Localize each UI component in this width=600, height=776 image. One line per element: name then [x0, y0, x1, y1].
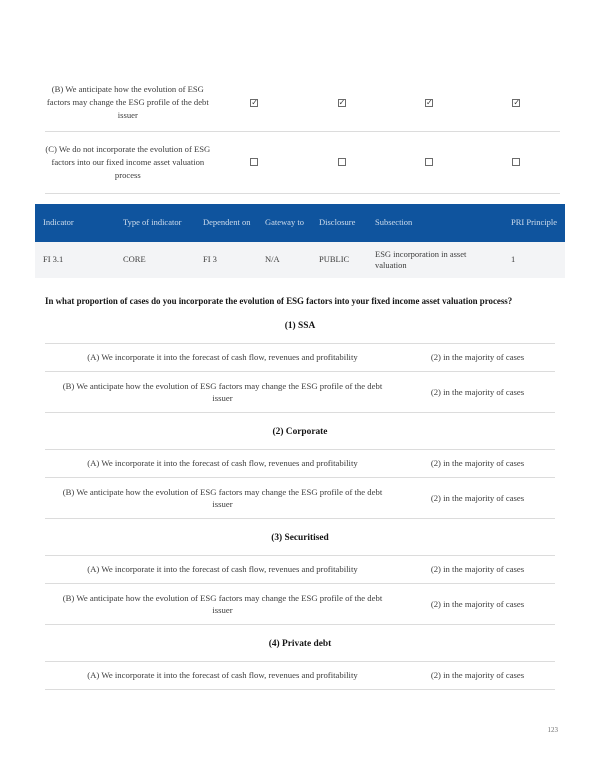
answer-row [45, 343, 555, 371]
answer-row [45, 449, 555, 477]
checkbox[interactable] [338, 99, 346, 107]
indicator-metadata-table [35, 204, 565, 278]
indicator-cell: FI 3.1 [43, 254, 64, 264]
indicator-table-header-row [35, 204, 565, 242]
answer-label: (B) We anticipate how the evolution of ESG factors may change the ESG profile of the debt issuer [62, 592, 383, 615]
header-disclosure: Disclosure [319, 217, 356, 227]
checkbox[interactable] [425, 99, 433, 107]
checkbox[interactable] [512, 99, 520, 107]
answer-value: (2) in the majority of cases [430, 598, 525, 609]
answer-label: (B) We anticipate how the evolution of ESG factors may change the ESG profile of the debt issuer [62, 486, 383, 509]
header-subsection: Subsection [375, 217, 413, 227]
checkbox[interactable] [512, 158, 520, 166]
header-type-of-indicator: Type of indicator [123, 217, 182, 227]
answers-table-ssa [45, 343, 555, 413]
answers-table-corporate [45, 449, 555, 519]
subsection-cell: ESG incorporation in asset valuation [375, 248, 467, 270]
answer-row [45, 477, 555, 518]
disclosure-cell: PUBLIC [319, 254, 350, 264]
answer-label: (A) We incorporate it into the forecast of cash flow, revenues and profitability [87, 352, 358, 362]
answer-value: (2) in the majority of cases [430, 492, 525, 503]
answer-value: (2) in the majority of cases [430, 564, 525, 574]
section-heading-corporate: (2) Corporate [272, 426, 328, 437]
answer-row [45, 555, 555, 583]
answer-row [45, 371, 555, 412]
answer-label: (A) We incorporate it into the forecast of cash flow, revenues and profitability [87, 564, 358, 574]
answer-value: (2) in the majority of cases [430, 458, 525, 468]
section-heading-private-debt: (4) Private debt [268, 638, 332, 649]
question-text: In what proportion of cases do you incorporate the evolution of ESG factors into your fixed income asset valuation process? [45, 295, 513, 306]
answer-value: (2) in the majority of cases [430, 352, 525, 362]
header-dependent-on: Dependent on [203, 217, 251, 227]
pri-principle-cell: 1 [511, 254, 516, 264]
response-options-table [45, 75, 560, 194]
checkbox[interactable] [250, 158, 258, 166]
answer-row [45, 661, 555, 689]
section-heading-securitised: (3) Securitised [271, 532, 329, 543]
header-gateway-to: Gateway to [265, 217, 304, 227]
gateway-to-cell: N/A [265, 254, 280, 264]
header-pri-principle: PRI Principle [511, 217, 558, 227]
answer-label: (B) We anticipate how the evolution of ESG factors may change the ESG profile of the debt issuer [62, 380, 383, 403]
indicator-table-row [35, 242, 565, 278]
answers-table-private-debt [45, 661, 555, 690]
answer-row [45, 583, 555, 624]
response-option-label: (C) We do not incorporate the evolution of ESG factors into our fixed income asset valuation process [45, 143, 211, 180]
response-option-row [45, 131, 560, 193]
answer-value: (2) in the majority of cases [430, 670, 525, 680]
type-cell: CORE [123, 254, 146, 264]
section-heading-ssa: (1) SSA [284, 320, 316, 331]
answer-value: (2) in the majority of cases [430, 386, 525, 397]
answers-table-securitised [45, 555, 555, 625]
checkbox[interactable] [338, 158, 346, 166]
checkbox[interactable] [250, 99, 258, 107]
checkbox[interactable] [425, 158, 433, 166]
answer-label: (A) We incorporate it into the forecast of cash flow, revenues and profitability [87, 458, 358, 468]
header-indicator: Indicator [43, 217, 74, 227]
response-option-label: (B) We anticipate how the evolution of ESG factors may change the ESG profile of the debt issuer [46, 84, 209, 121]
dependent-on-cell: FI 3 [203, 254, 217, 264]
response-option-row [45, 75, 560, 131]
page-number: 123 [547, 726, 558, 734]
answer-label: (A) We incorporate it into the forecast of cash flow, revenues and profitability [87, 670, 358, 680]
